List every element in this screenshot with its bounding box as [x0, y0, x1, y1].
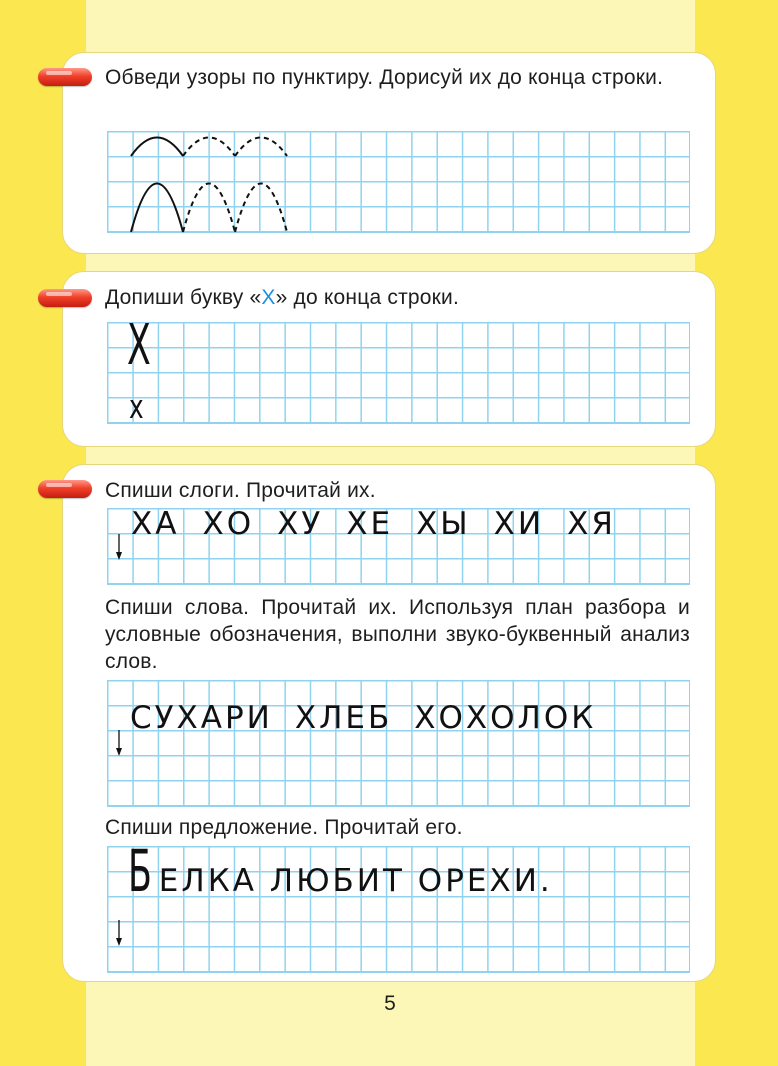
arrow-down-icon	[115, 532, 123, 562]
task2-instruction-start: Допиши букву «	[105, 286, 262, 309]
task2-instruction-end: » до конца строки.	[275, 286, 459, 309]
word: ХОХОЛОК	[414, 700, 597, 736]
syllables-line	[131, 506, 616, 542]
sentence-capital-letter: Б	[128, 837, 154, 905]
bullet-icon	[38, 480, 92, 498]
arrow-down-icon	[115, 918, 123, 948]
arrow-down-icon	[115, 728, 123, 758]
syllable: ХИ	[493, 506, 545, 542]
bullet-icon	[38, 68, 92, 86]
task2-instruction	[105, 284, 690, 311]
syllable: ХЯ	[567, 506, 616, 542]
task4-instruction: Спиши слова. Прочитай их. Используя план разбора и условные обозначения, выполни звуко-буквенный анализ слов.	[105, 596, 690, 673]
syllable: ХЫ	[416, 506, 471, 542]
task5-instruction: Спиши предложение. Прочитай его.	[105, 816, 463, 839]
task3-instruction: Спиши слоги. Прочитай их.	[105, 479, 376, 502]
page-number: 5	[384, 992, 396, 1015]
sample-capital-letter: Х	[127, 313, 153, 378]
syllable: ХЕ	[346, 506, 394, 542]
word: СУХАРИ	[130, 700, 273, 736]
sample-lower-letter: х	[129, 387, 146, 426]
words-line	[130, 700, 596, 736]
syllable: ХА	[131, 506, 180, 542]
word: ХЛЕБ	[294, 700, 393, 736]
task2-grid	[107, 322, 690, 424]
task2-highlight-letter: Х	[261, 286, 276, 309]
pattern-arcs-icon	[107, 125, 307, 237]
sentence-text: ЕЛКА ЛЮБИТ ОРЕХИ.	[158, 863, 553, 899]
bullet-icon	[38, 289, 92, 307]
task1-instruction: Обведи узоры по пунктиру. Дорисуй их до конца строки.	[105, 66, 664, 89]
syllable: ХУ	[277, 506, 324, 542]
syllable: ХО	[202, 506, 255, 542]
sentence-line	[128, 838, 553, 914]
